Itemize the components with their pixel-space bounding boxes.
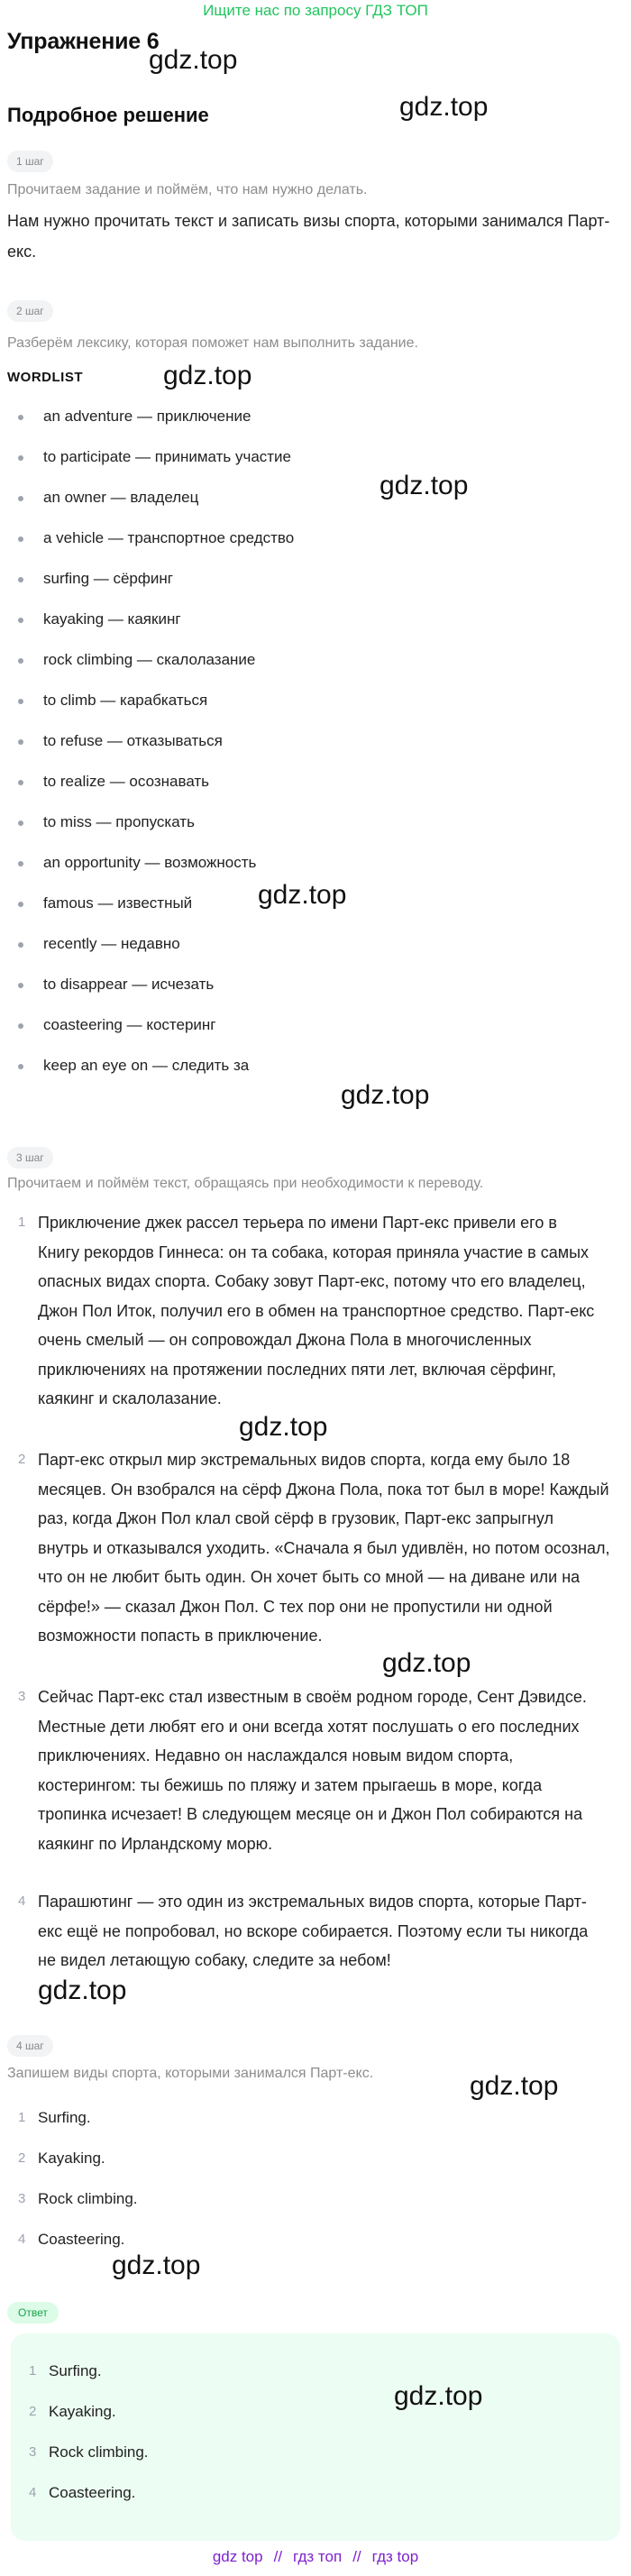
wordlist-text: to refuse — отказываться — [43, 732, 223, 749]
wordlist-item — [0, 437, 631, 478]
bullet-icon — [18, 658, 23, 664]
answer-item — [0, 2433, 631, 2473]
paragraph-text — [38, 1445, 622, 1651]
paragraph-line: приключениях. Недавно он наслаждался новым видом спорта, — [38, 1746, 514, 1765]
answer-number: 4 — [29, 2485, 37, 2500]
wordlist-text: to participate — принимать участие — [43, 448, 292, 465]
paragraph-line: Парт-екс открыл мир экстремальных видов спорта, когда ему было 18 — [38, 1451, 571, 1469]
bullet-icon — [18, 415, 23, 420]
step-hint: Разберём лексику, которая поможет нам выполнить задание. — [7, 335, 418, 351]
answer-text: Surfing. — [49, 2362, 102, 2379]
list-text: Coasteering. — [38, 2231, 125, 2248]
wordlist-item — [0, 721, 631, 762]
wordlist-item — [0, 1005, 631, 1046]
step-badge: 2 шаг — [7, 300, 53, 322]
bullet-icon — [18, 1023, 23, 1029]
list-number: 4 — [18, 2232, 26, 2247]
list-text: Rock climbing. — [38, 2190, 138, 2207]
wordlist-item — [0, 397, 631, 437]
task-text: Нам нужно прочитать текст и записать визы спорта, которыми занимался Парт-екс. — [7, 212, 610, 261]
wordlist-text: famous — известный — [43, 894, 193, 912]
paragraph-text — [38, 1887, 622, 1976]
paragraph-line: опасных видах спорта. Собаку зовут Парт-екс, потому что его владелец, — [38, 1272, 586, 1290]
bullet-icon — [18, 780, 23, 785]
answer-number: 3 — [29, 2444, 37, 2460]
wordlist-text: rock climbing — скалолазание — [43, 651, 256, 668]
footer-links — [0, 2548, 631, 2566]
list-text: Surfing. — [38, 2109, 91, 2126]
watermark: gdz.top — [258, 880, 347, 910]
bullet-icon — [18, 739, 23, 745]
step-hint: Прочитаем и поймём текст, обращаясь при необходимости к переводу. — [7, 1176, 484, 1191]
answer-item — [0, 2392, 631, 2433]
wordlist-item — [0, 1046, 631, 1086]
wordlist-text: coasteering — костеринг — [43, 1016, 216, 1033]
wordlist-text: keep an eye on — следить за — [43, 1057, 250, 1074]
paragraph-text — [38, 1208, 622, 1414]
paragraph-number: 3 — [18, 1689, 26, 1704]
watermark: gdz.top — [163, 361, 252, 390]
paragraph-line: каякинг по Ирландскому морю. — [38, 1834, 273, 1853]
answer-badge: Ответ — [7, 2302, 59, 2324]
answer-text: Coasteering. — [49, 2484, 136, 2501]
paragraph-line: раз, когда Джон Пол клал свой сёрф в грузовик, Парт-екс запрыгнул — [38, 1509, 553, 1527]
bullet-icon — [18, 455, 23, 461]
watermark: gdz.top — [470, 2071, 559, 2101]
answer-item — [0, 2351, 631, 2392]
list-item — [0, 2098, 631, 2139]
answer-number: 2 — [29, 2404, 37, 2419]
wordlist-item — [0, 600, 631, 640]
paragraph-line: Местные дети любят его и они всегда хотят послушать о его последних — [38, 1717, 580, 1736]
step-hint: Прочитаем задание и поймём, что нам нужно делать. — [7, 182, 368, 197]
wordlist-item — [0, 559, 631, 600]
paragraph-line: сёрфе!» — сказал Джон Пол. С тех пор они не пропустили ни одной — [38, 1597, 553, 1616]
watermark: gdz.top — [394, 2381, 483, 2411]
bullet-icon — [18, 820, 23, 826]
step-hint: Запишем виды спорта, которыми занимался Парт-екс. — [7, 2066, 374, 2081]
step-badge: 4 шаг — [7, 2035, 53, 2057]
step-badge: 1 шаг — [7, 151, 53, 172]
wordlist-item — [0, 640, 631, 681]
paragraph-line: возможности попасть в приключение. — [38, 1627, 323, 1645]
paragraph-line: не видел летающую собаку, следите за небом! — [38, 1951, 391, 1969]
watermark: gdz.top — [399, 92, 489, 122]
list-item — [0, 2139, 631, 2179]
bullet-icon — [18, 942, 23, 948]
watermark: gdz.top — [38, 1976, 127, 2005]
paragraph-line: Сейчас Парт-екс стал известным в своём родном городе, Сент Дэвидсе. — [38, 1688, 587, 1706]
wordlist-item — [0, 924, 631, 965]
list-item — [0, 2220, 631, 2260]
wordlist-text: an opportunity — возможность — [43, 854, 257, 871]
wordlist-text: to miss — пропускать — [43, 813, 195, 830]
bullet-icon — [18, 496, 23, 501]
footer-separator: // — [352, 2548, 361, 2565]
watermark: gdz.top — [380, 471, 469, 500]
paragraph-number: 1 — [18, 1215, 26, 1230]
paragraph-line: Приключение джек рассел терьера по имени Парт-екс привели его в — [38, 1214, 557, 1232]
wordlist-item — [0, 965, 631, 1005]
bullet-icon — [18, 861, 23, 866]
bullet-icon — [18, 536, 23, 542]
wordlist-text: a vehicle — транспортное средство — [43, 529, 295, 546]
wordlist-label: WORDLIST — [7, 370, 83, 385]
footer-separator: // — [273, 2548, 283, 2565]
list-number: 3 — [18, 2191, 26, 2206]
bullet-icon — [18, 699, 23, 704]
wordlist-text: recently — недавно — [43, 935, 180, 952]
watermark: gdz.top — [112, 2251, 201, 2280]
answer-box — [11, 2333, 620, 2541]
bullet-icon — [18, 1064, 23, 1069]
solution-heading: Подробное решение — [7, 104, 209, 126]
step-badge: 3 шаг — [7, 1147, 53, 1169]
list-number: 2 — [18, 2150, 26, 2166]
bullet-icon — [18, 618, 23, 623]
list-item — [0, 2179, 631, 2220]
promo-banner[interactable]: Ищите нас по запросу ГДЗ ТОП — [203, 2, 428, 19]
bullet-icon — [18, 902, 23, 907]
paragraph-line: внутрь и отказывался уходить. «Сначала я был удивлён, но потом осознал, — [38, 1538, 610, 1557]
footer-link[interactable]: гдз топ — [293, 2548, 343, 2565]
paragraph-line: очень смелый — он сопровождал Джона Пола в многочисленных — [38, 1331, 532, 1349]
paragraph-line: тропинка исчезает! В следующем месяце он и Джон Пол собираются на — [38, 1805, 583, 1823]
exercise-title: Упражнение 6 — [7, 29, 160, 54]
wordlist-text: to disappear — исчезать — [43, 976, 215, 993]
list-text: Kayaking. — [38, 2150, 105, 2167]
paragraph-line: каякинг и скалолазание. — [38, 1389, 222, 1407]
paragraph-number: 4 — [18, 1893, 26, 1909]
watermark: gdz.top — [149, 45, 238, 75]
answer-text: Kayaking. — [49, 2403, 116, 2420]
paragraph-line: приключениях на протяжении последних пяти лет, включая сёрфинг, — [38, 1360, 556, 1379]
paragraph-line: Книгу рекордов Гиннеса: он та собака, которая приняла участие в самых — [38, 1242, 590, 1261]
paragraph-line: Джон Пол Иток, получил его в обмен на транспортное средство. Парт-екс — [38, 1301, 595, 1320]
wordlist-item — [0, 762, 631, 802]
paragraph-text — [38, 1682, 622, 1858]
watermark: gdz.top — [382, 1648, 471, 1678]
wordlist-text: kayaking — каякинг — [43, 610, 181, 628]
wordlist-item — [0, 518, 631, 559]
footer-link[interactable]: гдз top — [371, 2548, 419, 2565]
footer-link[interactable]: gdz top — [212, 2548, 263, 2565]
wordlist-item — [0, 681, 631, 721]
answer-item — [0, 2473, 631, 2514]
wordlist-item — [0, 478, 631, 518]
paragraph-line: месяцев. Он взобрался на сёрф Джона Пола, пока тот был в море! Каждый — [38, 1480, 609, 1499]
wordlist-text: to climb — карабкаться — [43, 692, 208, 709]
wordlist-item — [0, 843, 631, 884]
answer-text: Rock climbing. — [49, 2443, 149, 2461]
watermark: gdz.top — [239, 1412, 328, 1442]
bullet-icon — [18, 983, 23, 988]
wordlist-item — [0, 802, 631, 843]
paragraph-number: 2 — [18, 1452, 26, 1467]
wordlist-text: an owner — владелец — [43, 489, 199, 506]
watermark: gdz.top — [341, 1080, 430, 1110]
wordlist-text: to realize — осознавать — [43, 773, 210, 790]
paragraph-line: Парашютинг — это один из экстремальных видов спорта, которые Парт- — [38, 1893, 587, 1911]
paragraph-line: екс ещё не попробовал, но вскоре собирается. Поэтому если ты никогда — [38, 1921, 589, 1940]
bullet-icon — [18, 577, 23, 582]
answer-number: 1 — [29, 2363, 37, 2379]
wordlist-text: an adventure — приключение — [43, 408, 251, 425]
wordlist-text: surfing — сёрфинг — [43, 570, 173, 587]
list-number: 1 — [18, 2110, 26, 2125]
paragraph-line: костерингом: ты бежишь по пляжу и затем прыгаешь в море, когда — [38, 1775, 543, 1794]
paragraph-line: что он не любит быть один. Он хочет быть со мной — на диване или на — [38, 1568, 581, 1586]
